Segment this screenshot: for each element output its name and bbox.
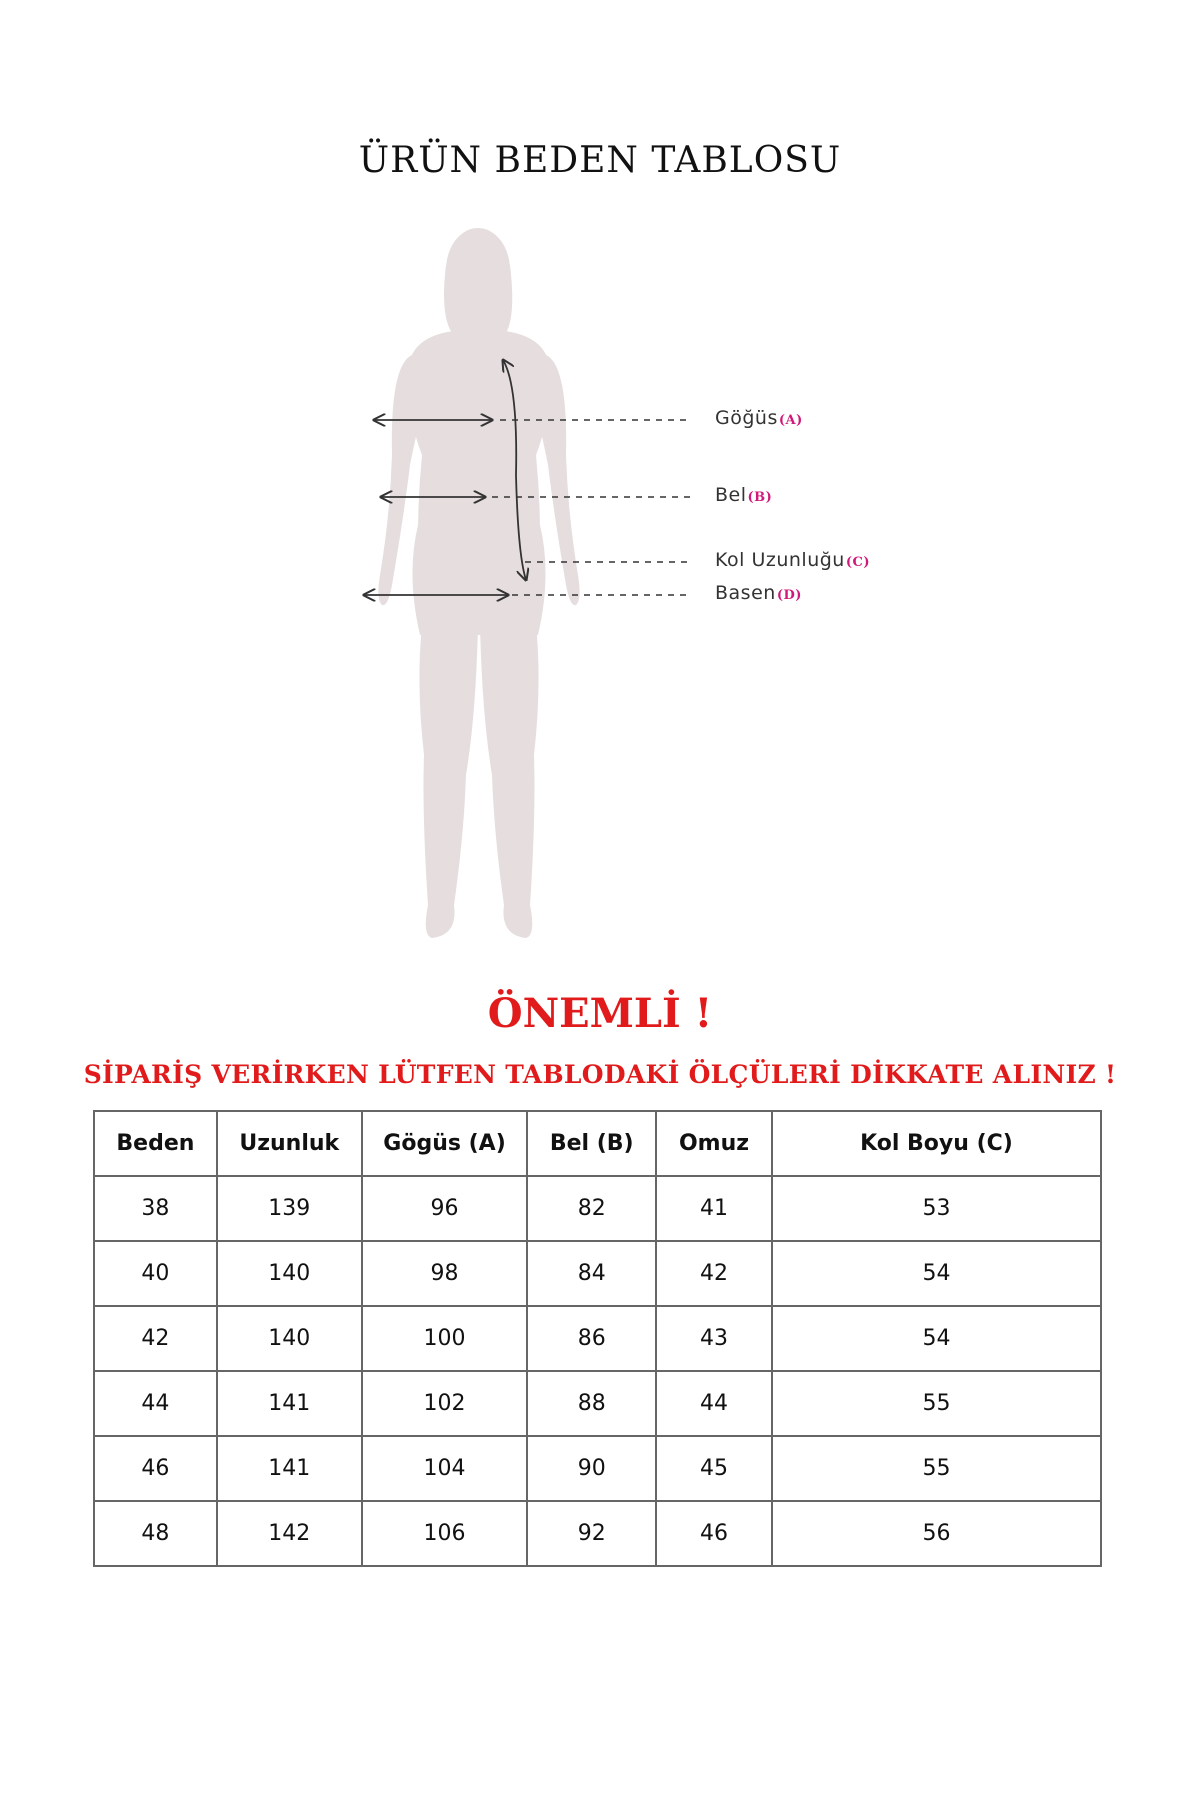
table-cell: 43	[656, 1306, 772, 1371]
table-cell: 53	[772, 1176, 1101, 1241]
measurement-code: (D)	[776, 588, 802, 603]
table-cell: 82	[527, 1176, 656, 1241]
table-row	[94, 1371, 1101, 1436]
table-cell: 45	[656, 1436, 772, 1501]
table-cell: 141	[217, 1371, 362, 1436]
measurement-label-text: Basen	[715, 582, 776, 604]
column-header: Bel (B)	[527, 1111, 656, 1176]
table-cell: 100	[362, 1306, 528, 1371]
page-title: ÜRÜN BEDEN TABLOSU	[358, 140, 842, 181]
table-row	[94, 1241, 1101, 1306]
table-cell: 96	[362, 1176, 528, 1241]
table-cell: 98	[362, 1241, 528, 1306]
table-cell: 90	[527, 1436, 656, 1501]
measurement-label-text: Kol Uzunluğu	[715, 549, 845, 571]
table-row	[94, 1306, 1101, 1371]
measurement-label-text: Bel	[715, 484, 747, 506]
table-cell: 104	[362, 1436, 528, 1501]
table-cell: 44	[656, 1371, 772, 1436]
table-header-row	[94, 1111, 1101, 1176]
measurement-label-sleeve	[715, 549, 870, 571]
table-row	[94, 1176, 1101, 1241]
table-cell: 42	[94, 1306, 217, 1371]
table-cell: 55	[772, 1371, 1101, 1436]
measurement-code: (B)	[747, 490, 773, 505]
column-header: Beden	[94, 1111, 217, 1176]
table-cell: 140	[217, 1306, 362, 1371]
table-row	[94, 1436, 1101, 1501]
table-cell: 38	[94, 1176, 217, 1241]
silhouette-diagram	[340, 215, 940, 955]
table-cell: 84	[527, 1241, 656, 1306]
table-cell: 141	[217, 1436, 362, 1501]
measurement-label-hips	[715, 582, 802, 604]
table-cell: 46	[656, 1501, 772, 1566]
measurement-label-text: Göğüs	[715, 407, 778, 429]
measurement-code: (C)	[845, 555, 870, 570]
table-cell: 54	[772, 1306, 1101, 1371]
order-warning: SİPARİŞ VERİRKEN LÜTFEN TABLODAKİ ÖLÇÜLERİ DİKKATE ALINIZ !	[83, 1060, 1117, 1089]
table-cell: 88	[527, 1371, 656, 1436]
table-cell: 92	[527, 1501, 656, 1566]
table-cell: 140	[217, 1241, 362, 1306]
table-cell: 42	[656, 1241, 772, 1306]
column-header: Gögüs (A)	[362, 1111, 528, 1176]
woman-silhouette	[378, 228, 579, 938]
table-cell: 46	[94, 1436, 217, 1501]
table-cell: 48	[94, 1501, 217, 1566]
table-cell: 142	[217, 1501, 362, 1566]
table-cell: 86	[527, 1306, 656, 1371]
body-measurement-figure	[340, 215, 940, 955]
column-header: Omuz	[656, 1111, 772, 1176]
table-cell: 55	[772, 1436, 1101, 1501]
table-row	[94, 1501, 1101, 1566]
measurement-code: (A)	[778, 413, 803, 428]
important-heading: ÖNEMLİ !	[487, 990, 713, 1037]
measurement-label-chest	[715, 407, 803, 429]
measurement-label-waist	[715, 484, 772, 506]
table-cell: 102	[362, 1371, 528, 1436]
table-cell: 40	[94, 1241, 217, 1306]
table-cell: 54	[772, 1241, 1101, 1306]
size-table	[93, 1110, 1102, 1567]
table-cell: 139	[217, 1176, 362, 1241]
table-cell: 106	[362, 1501, 528, 1566]
column-header: Kol Boyu (C)	[772, 1111, 1101, 1176]
table-cell: 44	[94, 1371, 217, 1436]
table-cell: 41	[656, 1176, 772, 1241]
column-header: Uzunluk	[217, 1111, 362, 1176]
table-cell: 56	[772, 1501, 1101, 1566]
